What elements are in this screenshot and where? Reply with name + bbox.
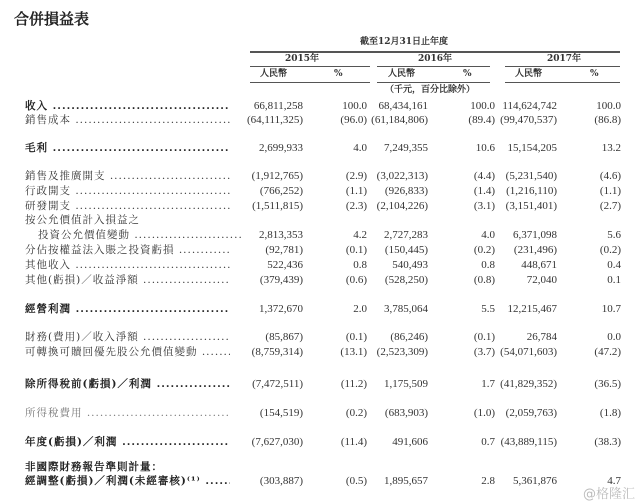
percent-cell: (2.7)	[599, 200, 621, 212]
percent-cell: (0.2)	[599, 244, 621, 256]
percent-cell: 4.2	[353, 229, 367, 241]
table-row	[0, 184, 641, 198]
amount-cell: (7,472,511)	[252, 378, 303, 390]
row-label: 銷售成本 .....	[25, 113, 230, 127]
row-label: 經營利潤 .....	[25, 302, 230, 316]
amount-cell: 3,785,064	[384, 303, 428, 315]
percent-cell: 2.8	[481, 475, 495, 487]
percent-cell: (38.3)	[594, 436, 621, 448]
row-label: 非國際財務報告準則計量：	[25, 461, 163, 473]
percent-cell: (0.2)	[473, 244, 495, 256]
percent-cell: 13.2	[601, 142, 621, 154]
table-row	[0, 243, 641, 257]
percent-cell: (0.6)	[345, 274, 367, 286]
row-label: 年度(虧損)／利潤 .....	[25, 435, 230, 449]
percent-cell: (2.3)	[345, 200, 367, 212]
amount-cell: 68,434,161	[378, 100, 428, 112]
amount-cell: (528,250)	[384, 274, 428, 286]
amount-cell: 1,175,509	[384, 378, 428, 390]
amount-cell: (1,511,815)	[252, 200, 303, 212]
unit-note: （千元，百分比除外）	[385, 85, 476, 95]
amount-cell: 540,493	[392, 259, 428, 271]
amount-cell: (1,216,110)	[506, 185, 557, 197]
amount-cell: 2,727,283	[384, 229, 428, 241]
percent-cell: (96.0)	[340, 114, 367, 126]
amount-cell: (1,912,765)	[251, 170, 303, 182]
amount-cell: (303,887)	[259, 475, 303, 487]
amount-cell: (43,889,115)	[500, 436, 557, 448]
amount-cell: (85,867)	[265, 331, 303, 343]
amount-cell: 2,699,933	[259, 142, 303, 154]
amount-cell: (86,246)	[390, 331, 428, 343]
amount-cell: (3,022,313)	[376, 170, 428, 182]
table-row	[0, 228, 641, 242]
percent-cell: 0.4	[607, 259, 621, 271]
amount-cell: (154,519)	[259, 407, 303, 419]
amount-cell: 522,436	[267, 259, 303, 271]
table-row	[0, 406, 641, 420]
row-label: 行政開支 .....	[25, 184, 230, 198]
amount-cell: (61,184,806)	[371, 114, 428, 126]
percent-cell: (47.2)	[594, 346, 621, 358]
table-row	[0, 377, 641, 391]
amount-cell: (379,439)	[259, 274, 303, 286]
table-row	[0, 460, 641, 474]
amount-cell: 7,249,355	[384, 142, 428, 154]
table-row	[0, 213, 641, 227]
percent-cell: (0.5)	[345, 475, 367, 487]
percent-cell: (36.5)	[594, 378, 621, 390]
percent-cell: 1.7	[481, 378, 495, 390]
rule-2015	[250, 66, 370, 67]
percent-cell: (2.9)	[345, 170, 367, 182]
table-row	[0, 199, 641, 213]
amount-cell: (3,151,401)	[505, 200, 557, 212]
amount-cell: 491,606	[392, 436, 428, 448]
percent-cell: (0.1)	[345, 244, 367, 256]
row-label: 收入 .....	[25, 99, 230, 113]
row-label: 銷售及推廣開支 .....	[25, 169, 230, 183]
rule-2016	[377, 66, 490, 67]
amount-cell: (64,111,325)	[246, 114, 303, 126]
page-title: 合併損益表	[14, 10, 90, 28]
watermark: @格隆汇	[582, 487, 635, 502]
rule-2017	[505, 66, 620, 67]
amount-cell: (41,829,352)	[500, 378, 557, 390]
percent-cell: (13.1)	[340, 346, 367, 358]
amount-cell: (99,470,537)	[500, 114, 557, 126]
row-label: 投資公允價值變動 .....	[38, 228, 243, 242]
percent-cell: (0.2)	[345, 407, 367, 419]
amount-cell: 1,372,670	[259, 303, 303, 315]
table-row	[0, 273, 641, 287]
rule-2016b	[377, 82, 490, 83]
percent-cell: (1.8)	[599, 407, 621, 419]
percent-cell: (11.4)	[340, 436, 367, 448]
row-label: 財務(費用)／收入淨額 .....	[25, 330, 230, 344]
row-label: 除所得稅前(虧損)／利潤 .....	[25, 377, 230, 391]
percent-cell: 4.7	[607, 475, 621, 487]
currency-2016: 人民幣	[388, 69, 416, 79]
row-label: 研發開支 .....	[25, 199, 230, 213]
percent-cell: (89.4)	[468, 114, 495, 126]
percent-cell: 10.6	[475, 142, 495, 154]
percent-cell: 10.7	[601, 303, 621, 315]
percent-cell: 0.0	[607, 331, 621, 343]
amount-cell: 2,813,353	[259, 229, 303, 241]
pct-2016: %	[463, 69, 472, 79]
amount-cell: (926,833)	[384, 185, 428, 197]
year-2017: 2017年	[547, 54, 582, 64]
amount-cell: 72,040	[526, 274, 557, 286]
amount-cell: 66,811,258	[253, 100, 303, 112]
percent-cell: 0.8	[353, 259, 367, 271]
percent-cell: 5.6	[607, 229, 621, 241]
percent-cell: 5.5	[481, 303, 495, 315]
percent-cell: (1.4)	[473, 185, 495, 197]
table-row	[0, 302, 641, 316]
table-row	[0, 99, 641, 113]
row-label: 其他收入 .....	[25, 258, 230, 272]
amount-cell: (683,903)	[384, 407, 428, 419]
currency-2017: 人民幣	[515, 69, 543, 79]
percent-cell: (1.0)	[473, 407, 495, 419]
rule-2015b	[250, 82, 370, 83]
amount-cell: (766,252)	[259, 185, 303, 197]
percent-cell: (1.1)	[599, 185, 621, 197]
year-2015: 2015年	[285, 54, 320, 64]
amount-cell: (54,071,603)	[500, 346, 557, 358]
percent-cell: (3.7)	[473, 346, 495, 358]
amount-cell: (150,445)	[384, 244, 428, 256]
row-label: 所得稅費用 .....	[25, 406, 230, 420]
row-label: 其他(虧損)／收益淨額 .....	[25, 273, 230, 287]
percent-cell: 0.7	[481, 436, 495, 448]
header-rule	[250, 51, 620, 53]
amount-cell: (7,627,030)	[251, 436, 303, 448]
row-label: 經調整(虧損)／利潤(未經審核)⁽¹⁾ .....	[25, 474, 230, 488]
percent-cell: (4.4)	[473, 170, 495, 182]
percent-cell: 100.0	[470, 100, 495, 112]
percent-cell: 0.8	[481, 259, 495, 271]
percent-cell: (3.1)	[473, 200, 495, 212]
amount-cell: 5,361,876	[513, 475, 557, 487]
amount-cell: (8,759,314)	[251, 346, 303, 358]
amount-cell: (231,496)	[513, 244, 557, 256]
percent-cell: 4.0	[353, 142, 367, 154]
percent-cell: (86.8)	[594, 114, 621, 126]
table-row	[0, 113, 641, 127]
row-label: 可轉換可贖回優先股公允價值變動 .....	[25, 345, 230, 359]
amount-cell: 1,895,657	[384, 475, 428, 487]
percent-cell: 100.0	[342, 100, 367, 112]
row-label: 按公允價值計入損益之	[25, 214, 140, 226]
percent-cell: 4.0	[481, 229, 495, 241]
percent-cell: (0.1)	[345, 331, 367, 343]
pct-2017: %	[590, 69, 599, 79]
amount-cell: 6,371,098	[513, 229, 557, 241]
amount-cell: (2,523,309)	[376, 346, 428, 358]
table-row	[0, 474, 641, 488]
table-row	[0, 330, 641, 344]
currency-2015: 人民幣	[260, 69, 288, 79]
amount-cell: (2,059,763)	[505, 407, 557, 419]
percent-cell: 0.1	[607, 274, 621, 286]
percent-cell: (0.1)	[473, 331, 495, 343]
table-row	[0, 258, 641, 272]
percent-cell: (11.2)	[340, 378, 367, 390]
amount-cell: (92,781)	[265, 244, 303, 256]
rule-2017b	[505, 82, 620, 83]
amount-cell: 12,215,467	[507, 303, 557, 315]
percent-cell: 2.0	[353, 303, 367, 315]
percent-cell: (1.1)	[345, 185, 367, 197]
amount-cell: 114,624,742	[502, 100, 557, 112]
period-header: 截至12月31日止年度	[360, 37, 449, 47]
percent-cell: 100.0	[596, 100, 621, 112]
percent-cell: (0.8)	[473, 274, 495, 286]
year-2016: 2016年	[418, 54, 453, 64]
row-label: 分佔按權益法入賬之投資虧損 .....	[25, 243, 230, 257]
row-label: 毛利 .....	[25, 141, 230, 155]
table-row	[0, 435, 641, 449]
amount-cell: 26,784	[526, 331, 557, 343]
amount-cell: 448,671	[521, 259, 557, 271]
amount-cell: 15,154,205	[507, 142, 557, 154]
amount-cell: (2,104,226)	[376, 200, 428, 212]
pct-2015: %	[334, 69, 343, 79]
table-row	[0, 169, 641, 183]
table-row	[0, 141, 641, 155]
amount-cell: (5,231,540)	[505, 170, 557, 182]
percent-cell: (4.6)	[599, 170, 621, 182]
table-row	[0, 345, 641, 359]
